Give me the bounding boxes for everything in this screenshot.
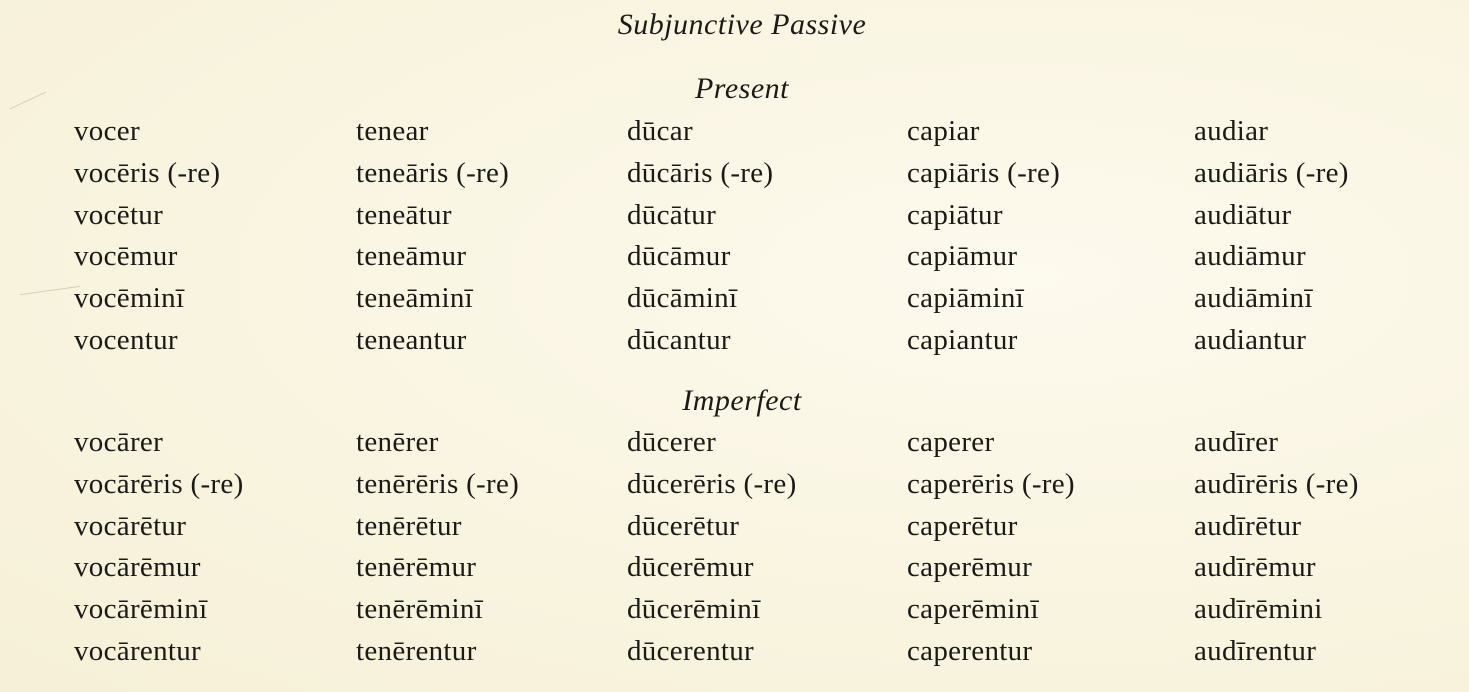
section-heading-present: Present	[694, 72, 790, 105]
section-heading-imperfect: Imperfect	[682, 384, 802, 417]
verb-form: dūcāmur	[627, 240, 731, 273]
verb-form: audīrēmini	[1194, 593, 1323, 626]
verb-form: caperentur	[907, 634, 1033, 667]
verb-form: capiātur	[907, 198, 1003, 231]
verb-form: vocārētur	[74, 509, 187, 542]
imperfect-column-1	[74, 422, 244, 673]
present-column-1	[74, 111, 220, 362]
verb-form: vocentur	[74, 323, 178, 356]
verb-form: caperēris (-re)	[907, 467, 1075, 500]
verb-form: capiantur	[907, 323, 1018, 356]
verb-form: audīrentur	[1194, 634, 1317, 667]
present-column-5	[1194, 111, 1349, 362]
imperfect-column-4	[907, 422, 1075, 673]
verb-form: dūcātur	[627, 198, 717, 231]
verb-form: caperer	[907, 426, 995, 458]
verb-form: capiar	[907, 115, 980, 147]
verb-form: tenērēris (-re)	[356, 467, 520, 500]
verb-form: tenērētur	[356, 509, 462, 542]
verb-form: audiāminī	[1194, 282, 1313, 315]
verb-form: teneāminī	[356, 282, 474, 315]
present-column-2	[356, 111, 509, 362]
verb-form: dūcar	[627, 115, 693, 147]
verb-form: dūcerer	[627, 426, 717, 458]
verb-form: vocētur	[74, 198, 164, 231]
verb-form: caperēmur	[907, 551, 1033, 584]
verb-form: audiāris (-re)	[1194, 156, 1349, 189]
paper-scuff	[20, 286, 80, 295]
verb-form: audīrēmur	[1194, 551, 1316, 584]
verb-form: teneantur	[356, 323, 467, 356]
verb-form: capiāmur	[907, 240, 1018, 273]
verb-form: tenear	[356, 115, 429, 147]
verb-form: audīrer	[1194, 426, 1279, 458]
verb-form: caperētur	[907, 509, 1018, 542]
verb-form: dūcerētur	[627, 509, 740, 542]
verb-form: audiāmur	[1194, 240, 1306, 273]
verb-form: tenērēminī	[356, 593, 484, 626]
verb-form: vocārer	[74, 426, 164, 458]
verb-form: vocēmur	[74, 240, 178, 273]
verb-form: dūcerēris (-re)	[627, 467, 797, 500]
verb-form: audīrēris (-re)	[1194, 467, 1359, 500]
verb-form: dūcantur	[627, 323, 731, 356]
imperfect-column-5	[1194, 422, 1359, 673]
verb-form: caperēminī	[907, 593, 1039, 626]
verb-form: vocārēmur	[74, 551, 201, 584]
verb-form: dūcerentur	[627, 634, 754, 667]
verb-form: vocārentur	[74, 634, 201, 667]
verb-form: vocēminī	[74, 282, 185, 315]
verb-form: audiantur	[1194, 323, 1307, 356]
verb-form: audiātur	[1194, 198, 1292, 231]
imperfect-column-2	[356, 422, 519, 673]
verb-form: vocārēris (-re)	[74, 467, 244, 500]
verb-form: dūcerēmur	[627, 551, 754, 584]
verb-form: audiar	[1194, 115, 1269, 147]
verb-form: vocer	[74, 115, 140, 147]
verb-form: audīrētur	[1194, 509, 1302, 542]
present-column-3	[627, 111, 773, 362]
imperfect-column-3	[627, 422, 797, 673]
page-title: Subjunctive Passive	[617, 8, 867, 41]
verb-form: capiāminī	[907, 282, 1025, 315]
verb-form: vocēris (-re)	[74, 156, 221, 189]
verb-form: teneāmur	[356, 240, 467, 273]
verb-form: tenērēmur	[356, 551, 477, 584]
verb-form: capiāris (-re)	[907, 156, 1061, 189]
verb-form: teneāris (-re)	[356, 156, 510, 189]
present-column-4	[907, 111, 1060, 362]
verb-form: dūcāris (-re)	[627, 156, 774, 189]
verb-form: teneātur	[356, 198, 452, 231]
verb-form: tenērentur	[356, 634, 477, 667]
verb-form: tenērer	[356, 426, 439, 458]
verb-form: vocārēminī	[74, 593, 208, 626]
verb-form: dūcerēminī	[627, 593, 761, 626]
verb-form: dūcāminī	[627, 282, 738, 315]
